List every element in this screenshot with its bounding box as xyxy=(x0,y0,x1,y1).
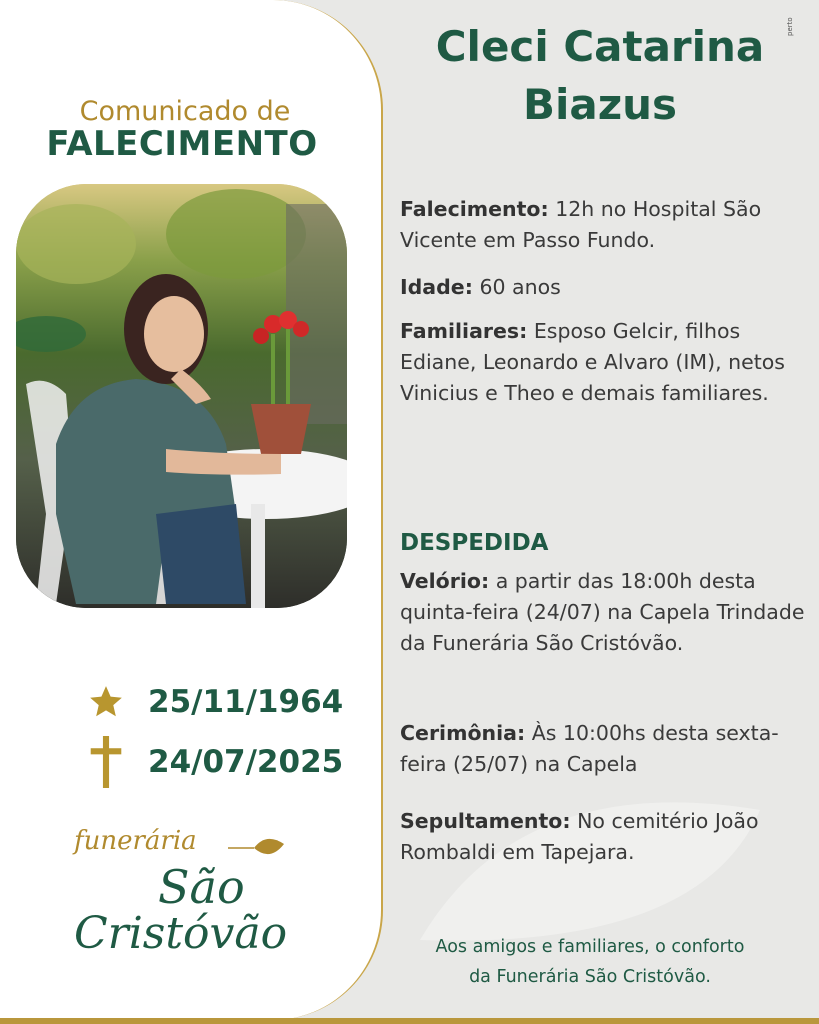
comunicado-heading: Comunicado de xyxy=(79,96,291,127)
falecimento-heading: FALECIMENTO xyxy=(46,124,318,164)
idade-label: Idade: xyxy=(400,275,473,299)
logo-small-text: funerária xyxy=(74,826,197,856)
name-line1: Cleci Catarina xyxy=(435,22,765,71)
footer-message xyxy=(390,932,790,992)
velorio-value: a partir das 18:00h desta quinta-feira (24/07) na Capela Trindade da Funerária São Cristóvão. xyxy=(400,569,805,655)
birth-date: 25/11/1964 xyxy=(148,684,344,720)
familiares-value: Esposo Gelcir, filhos Ediane, Leonardo e Alvaro (IM), netos Vinicius e Theo e demais familiares. xyxy=(400,319,785,405)
footer-line1: Aos amigos e familiares, o conforto xyxy=(435,937,745,957)
cerimonia-info xyxy=(400,718,805,780)
portrait-photo xyxy=(16,184,347,608)
name-line2: Biazus xyxy=(522,80,678,129)
sepultamento-info xyxy=(400,806,805,868)
portrait-illustration xyxy=(16,184,347,608)
velorio-label: Velório: xyxy=(400,569,490,593)
velorio-info xyxy=(400,566,805,659)
cross-icon xyxy=(86,742,126,782)
falecimento-value: 12h no Hospital São Vicente em Passo Fundo. xyxy=(400,197,762,252)
bottom-divider xyxy=(0,1018,819,1024)
logo-line1: São xyxy=(158,860,245,914)
familiares-label: Familiares: xyxy=(400,319,528,343)
funeraria-logo xyxy=(74,826,304,966)
death-date-row xyxy=(86,742,343,782)
cerimonia-value: Às 10:00hs desta sexta-feira (25/07) na Capela xyxy=(400,721,779,776)
falecimento-info xyxy=(400,194,805,256)
familiares-info xyxy=(400,316,805,409)
birth-date-row xyxy=(86,682,343,722)
sepultamento-value: No cemitério João Rombaldi em Tapejara. xyxy=(400,809,759,864)
footer-line2: da Funerária São Cristóvão. xyxy=(469,967,711,987)
badge-perto: perto xyxy=(786,17,794,36)
cerimonia-label: Cerimônia: xyxy=(400,721,526,745)
death-date: 24/07/2025 xyxy=(148,744,344,780)
logo-line2: Cristóvão xyxy=(74,908,288,959)
idade-value: 60 anos xyxy=(472,275,561,299)
deceased-name xyxy=(390,18,810,134)
falecimento-label: Falecimento: xyxy=(400,197,549,221)
idade-info xyxy=(400,272,805,303)
despedida-heading: DESPEDIDA xyxy=(400,530,549,556)
star-icon xyxy=(86,682,126,722)
sepultamento-label: Sepultamento: xyxy=(400,809,571,833)
